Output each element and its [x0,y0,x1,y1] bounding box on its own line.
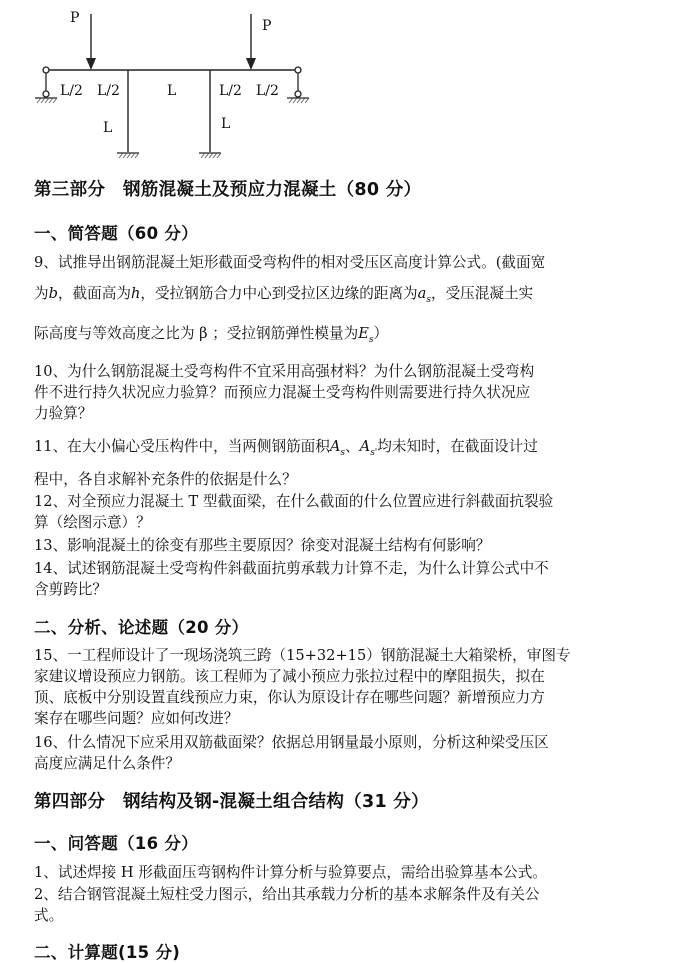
q11-text: 11、在大小偏心受压构件中，当两侧钢筋面积 [34,438,330,455]
question-10-line3: 力验算？ [34,405,93,422]
q9-text: ） [373,325,389,342]
span-label: L/2 [97,83,120,99]
math-es [358,325,374,345]
part4-section2-title: 二、计算题(15 分) [34,943,181,962]
math-As-base: A [329,438,341,455]
part4-question-2-line1: 2、结合钢管混凝土短柱受力图示，给出其承载力分析的基本求解条件及有关公 [34,886,540,903]
question-13: 13、影响混凝土的徐变有那些主要原因？徐变对混凝土结构有何影响？ [34,537,491,554]
part4-title: 第四部分 钢结构及钢-混凝土组合结构（31 分） [34,792,429,812]
part4-section1-title: 一、问答题（16 分） [34,834,199,853]
q9-text: 为 [34,285,49,302]
math-As [329,438,346,458]
question-9-line3 [34,324,654,350]
part3-section1-title: 一、简答题（60 分） [34,224,199,243]
question-15-line1: 15、一工程师设计了一现场浇筑三跨（15+32+15）钢筋混凝土大箱梁桥，审图专 [34,647,571,664]
q9-text: ，受拉钢筋合力中心到受拉区边缘的距离为 [140,285,418,302]
question-15-line2: 家建议增设预应力钢筋。该工程师为了减小预应力张拉过程中的摩阻损失，拟在 [34,668,545,685]
math-h: h [130,285,141,302]
column-label-left: L [103,120,113,136]
math-As-prime-base: A [359,438,371,455]
q11-text: 均未知时，在截面设计过 [377,438,538,455]
span-label: L/2 [256,83,279,99]
question-9-line1: 9、试推导出钢筋混凝土矩形截面受弯构件的相对受压区高度计算公式。(截面宽 [34,254,546,271]
q9-text: ，受压混凝土实 [430,285,534,302]
part4-question-1: 1、试述焊接 H 形截面压弯钢构件计算分析与验算要点，需给出验算基本公式。 [34,864,547,881]
question-14-line1: 14、试述钢筋混凝土受弯构件斜截面抗剪承载力计算不走，为什么计算公式中不 [34,560,549,577]
part3-section2-title: 二、分析、论述题（20 分） [34,618,249,637]
question-11-line2: 程中，各自求解补充条件的依据是什么？ [34,471,297,488]
math-es-base: E [358,325,369,342]
math-As-prime-sub: s' [370,447,378,458]
q11-sep: 、 [345,438,360,455]
question-11-line1 [34,437,654,463]
part4-question-2-line2: 式。 [34,907,64,924]
q9-text: ，截面高为 [57,285,131,302]
q9-text: 际高度与等效高度之比为 β ；受拉钢筋弹性模量为 [34,325,359,342]
question-16-line2: 高度应满足什么条件？ [34,755,180,772]
question-9-line2 [34,284,654,310]
load-label-left: P [70,10,80,26]
math-As-prime [359,438,378,458]
question-14-line2: 含剪跨比？ [34,581,107,598]
column-label-right: L [221,116,231,132]
part3-title: 第三部分 钢筋混凝土及预应力混凝土（80 分） [34,180,422,200]
span-label: L/2 [60,83,83,99]
question-15-line3: 顶、底板中分别设置直线预应力束，你认为原设计存在哪些问题？新增预应力方 [34,689,545,706]
frame-diagram [0,0,678,170]
math-b: b [48,285,58,302]
question-12-line1: 12、对全预应力混凝土 T 型截面梁，在什么截面的什么位置应进行斜截面抗裂验 [34,493,554,510]
load-label-right: P [262,18,272,34]
question-12-line2: 算（绘图示意）？ [34,514,151,531]
span-label: L/2 [219,83,242,99]
math-As-sub: s [340,447,346,458]
span-label: L [167,83,177,99]
math-as [417,285,431,305]
question-10-line1: 10、为什么钢筋混凝土受弯构件不宜采用高强材料？为什么钢筋混凝土受弯构 [34,363,535,380]
math-as-base: a [417,285,427,302]
question-15-line4: 案存在哪些问题？应如何改进？ [34,710,239,727]
question-16-line1: 16、什么情况下应采用双筋截面梁？依据总用钢量最小原则，分析这种梁受压区 [34,734,549,751]
question-10-line2: 件不进行持久状况应力验算？而预应力混凝土受弯构件则需要进行持久状况应 [34,384,531,401]
math-as-sub: s [426,294,431,305]
math-es-sub: s [368,334,374,345]
